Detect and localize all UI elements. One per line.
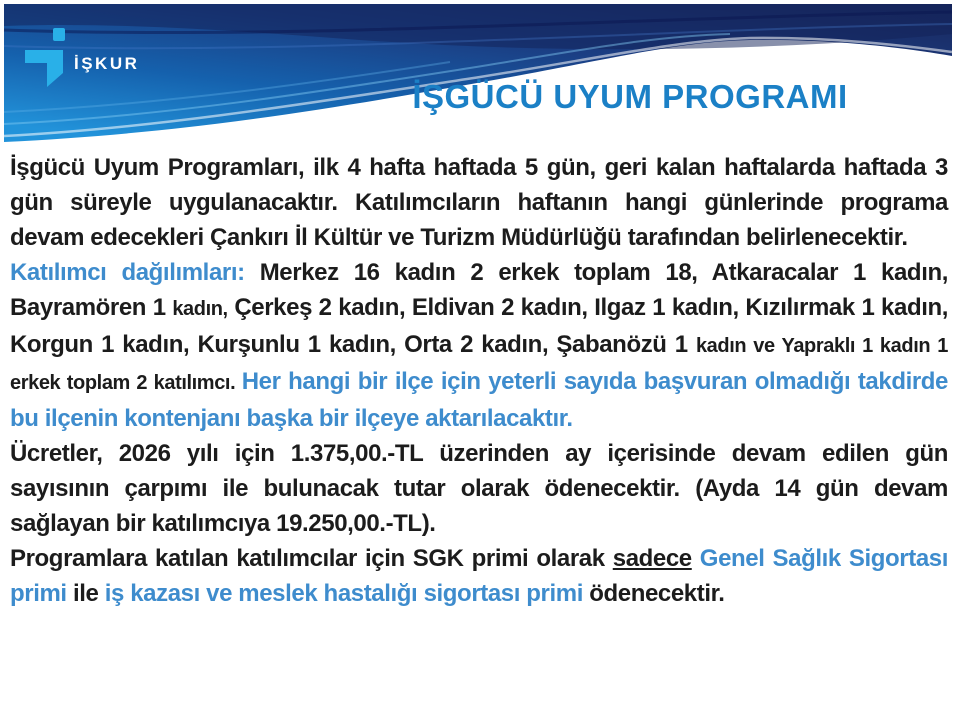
text-run: ile: [72, 580, 105, 607]
paragraph: [10, 255, 948, 436]
slide-body-text: [10, 150, 948, 611]
paragraph: [10, 541, 948, 611]
text-run: Merkez 16 kadın 2 erkek toplam 18, Atkaracalar 1 kadın, Bayramören 1: [10, 259, 948, 321]
text-run: kadın ve Yapraklı 1 kadın 1 erkek toplam 2 katılımcı.: [10, 335, 948, 394]
text-run: iş kazası ve meslek hastalığı sigortası primi: [104, 580, 590, 607]
paragraph: [10, 436, 948, 541]
text-run: ödenecektir.: [589, 580, 725, 607]
text-run: Çerkeş 2 kadın, Eldivan 2 kadın, Ilgaz 1 kadın, Kızılırmak 1 kadın, Korgun 1 kadın, Kurşunlu 1 kadın, Orta 2 kadın, Şabanözü 1: [10, 294, 949, 358]
text-run: İşgücü Uyum Programları, ilk 4 hafta haftada 5 gün, geri kalan haftalarda haftada 3 gün süreyle uygulanacaktır. Katılımcıların haftanın hangi günlerinde programa devam edecekleri Çankırı İl Kültür ve Turizm Müdürlüğü tarafından belirlenecektir.: [10, 154, 948, 251]
text-run: sadece: [612, 545, 692, 572]
text-run: kadın,: [172, 298, 228, 320]
text-run: Genel Sağlık Sigortası primi: [10, 545, 948, 607]
text-run: Programlara katılan katılımcılar için SGK primi olarak: [10, 545, 613, 572]
text-run: Katılımcı dağılımları:: [10, 259, 260, 286]
paragraph: [10, 150, 948, 255]
slide-title: İŞGÜCÜ UYUM PROGRAMI: [412, 78, 848, 115]
text-run: Ücretler, 2026 yılı için 1.375,00.-TL üzerinden ay içerisinde devam edilen gün sayısının çarpımı ile bulunacak tutar olarak ödenecektir. (Ayda 14 gün devam sağlayan bir katılımcıya 19.250,00.-TL).: [10, 440, 948, 537]
iskur-logo-text: İŞKUR: [74, 54, 140, 73]
text-run: Her hangi bir ilçe için yeterli sayıda başvuran olmadığı takdirde bu ilçenin kontenjanı başka bir ilçeye aktarılacaktır.: [10, 368, 948, 432]
header-wave-graphic: [0, 0, 960, 150]
